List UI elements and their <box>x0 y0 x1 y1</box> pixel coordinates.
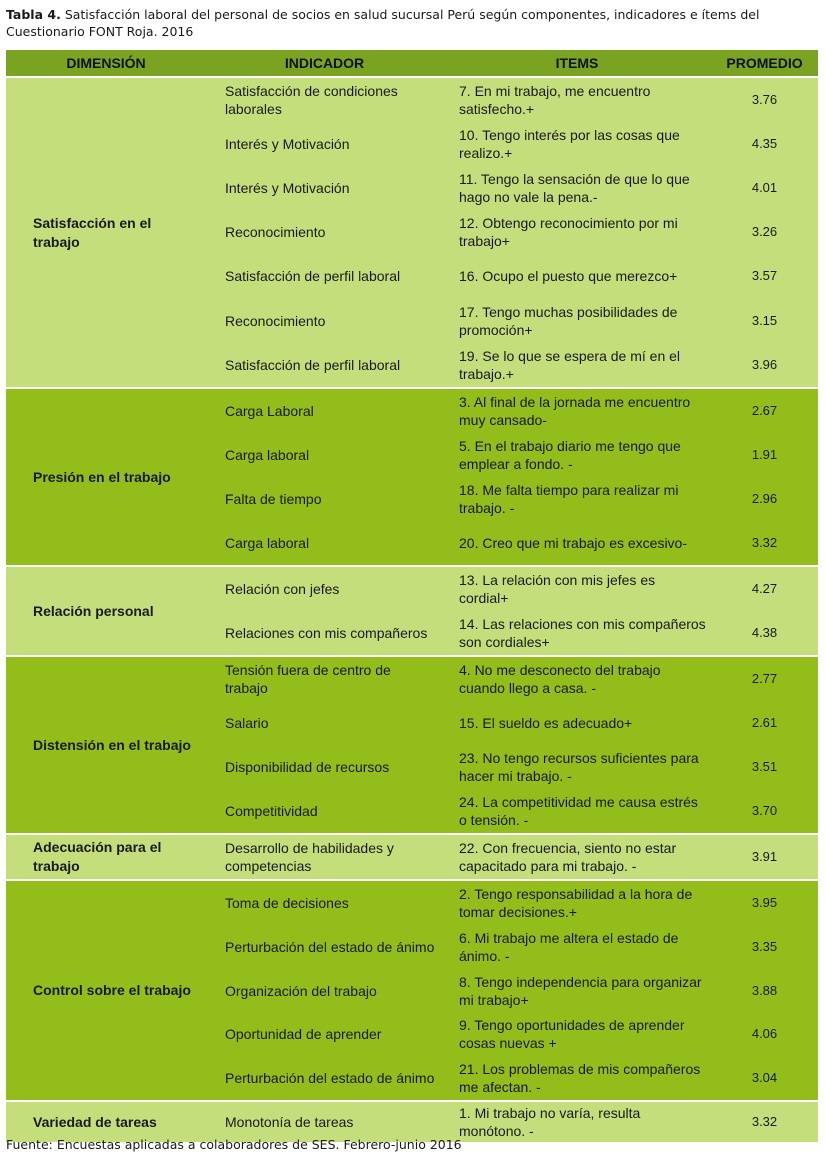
indicador-cell: Interés y Motivación <box>225 136 350 152</box>
promedio-cell: 4.38 <box>751 625 778 640</box>
table-row <box>206 789 818 833</box>
table-row <box>206 521 818 565</box>
item-cell: 5. En el trabajo diario me tengo que emplear a fondo. - <box>459 438 681 472</box>
item-cell: 16. Ocupo el puesto que merezco+ <box>459 268 678 284</box>
indicador-cell: Carga laboral <box>225 447 310 463</box>
table-row <box>206 881 818 925</box>
indicador-cell: Carga Laboral <box>225 403 314 419</box>
indicador-cell: Perturbación del estado de ánimo <box>225 939 435 955</box>
dimension-cell: Control sobre el trabajo <box>33 982 191 998</box>
indicador-cell: Reconocimiento <box>225 312 326 329</box>
table-row <box>206 567 818 611</box>
promedio-cell: 3.35 <box>751 939 778 954</box>
indicador-cell: Interés y Motivación <box>225 180 350 196</box>
dimension-cell: Distensión en el trabajo <box>33 736 191 753</box>
promedio-cell: 2.96 <box>751 491 778 506</box>
footer-text: Encuestas aplicadas a colaboradores de SES. Febrero-junio 2016 <box>56 1137 462 1152</box>
item-cell: 22. Con frecuencia, siento no estar capacitado para mi trabajo. - <box>459 840 677 874</box>
promedio-cell: 4.06 <box>751 1026 778 1041</box>
promedio-cell: 3.88 <box>751 983 778 998</box>
dimension-group <box>6 78 818 389</box>
indicador-cell: Relaciones con mis compañeros <box>225 625 428 641</box>
dimension-cell: Variedad de tareas <box>33 1113 157 1130</box>
table-row <box>206 611 818 655</box>
table-footer <box>6 1137 462 1152</box>
indicador-cell: Carga laboral <box>225 535 310 551</box>
promedio-cell: 3.15 <box>751 312 778 328</box>
item-cell: 10. Tengo interés por las cosas que realizo.+ <box>459 127 680 161</box>
item-cell: 1. Mi trabajo no varía, resulta monótono. - <box>459 1105 641 1139</box>
indicador-cell: Satisfacción de condiciones laborales <box>225 83 398 117</box>
promedio-cell: 2.67 <box>751 403 778 418</box>
item-cell: 13. La relación con mis jefes es cordial+ <box>459 572 656 606</box>
item-cell: 12. Obtengo reconocimiento por mi trabajo+ <box>459 215 678 249</box>
header-promedio: PROMEDIO <box>726 55 803 71</box>
footer-label: Fuente: <box>6 1137 53 1152</box>
indicador-cell: Oportunidad de aprender <box>225 1026 382 1042</box>
indicador-cell: Desarrollo de habilidades y competencias <box>225 840 394 874</box>
table-row <box>206 1055 818 1100</box>
caption-label: Tabla 4. <box>6 7 61 22</box>
table-header <box>6 50 818 78</box>
table-body <box>6 78 818 1144</box>
indicador-cell: Satisfacción de perfil laboral <box>225 357 401 373</box>
item-cell: 21. Los problemas de mis compañeros me afectan. - <box>459 1060 701 1095</box>
promedio-cell: 1.91 <box>751 447 778 462</box>
item-cell: 15. El sueldo es adecuado+ <box>459 715 633 731</box>
table-row <box>206 969 818 1013</box>
satisfaction-table <box>6 50 818 1144</box>
dimension-cell: Presión en el trabajo <box>33 468 171 485</box>
promedio-cell: 3.51 <box>751 759 778 774</box>
promedio-cell: 3.76 <box>751 92 778 107</box>
header-indicador: INDICADOR <box>284 55 365 71</box>
promedio-cell: 4.35 <box>751 136 778 151</box>
table-row <box>206 389 818 433</box>
table-row <box>206 1102 818 1142</box>
item-cell: 6. Mi trabajo me altera el estado de ánimo. - <box>459 930 679 964</box>
indicador-cell: Tensión fuera de centro de trabajo <box>225 662 391 696</box>
promedio-cell: 4.01 <box>751 180 778 195</box>
item-cell: 9. Tengo oportunidades de aprender cosas nuevas + <box>459 1017 685 1051</box>
promedio-cell: 3.70 <box>751 803 778 818</box>
indicador-cell: Perturbación del estado de ánimo <box>225 1069 435 1086</box>
promedio-cell: 3.32 <box>751 1114 778 1129</box>
item-cell: 2. Tengo responsabilidad a la hora de tomar decisiones.+ <box>459 886 693 920</box>
indicador-cell: Salario <box>225 715 269 731</box>
item-cell: 8. Tengo independencia para organizar mi trabajo+ <box>459 974 702 1008</box>
item-cell: 3. Al final de la jornada me encuentro muy cansado- <box>459 394 691 428</box>
promedio-cell: 2.61 <box>751 715 778 730</box>
promedio-cell: 3.57 <box>751 268 778 283</box>
indicador-cell: Organización del trabajo <box>225 983 377 999</box>
indicador-cell: Falta de tiempo <box>225 491 322 507</box>
dimension-group <box>6 567 818 657</box>
indicador-cell: Monotonía de tareas <box>225 1114 354 1130</box>
indicador-cell: Relación con jefes <box>225 581 340 597</box>
dimension-group <box>6 389 818 567</box>
item-cell: 14. Las relaciones con mis compañeros son cordiales+ <box>459 616 706 650</box>
table-row <box>206 925 818 969</box>
indicador-cell: Toma de decisiones <box>225 895 349 911</box>
table-row <box>206 433 818 477</box>
table-row <box>206 122 818 166</box>
item-cell: 23. No tengo recursos suficientes para hacer mi trabajo. - <box>459 750 699 784</box>
item-cell: 11. Tengo la sensación de que lo que hago no vale la pena.- <box>459 171 690 205</box>
table-row <box>206 78 818 122</box>
table-caption <box>6 6 818 40</box>
item-cell: 18. Me falta tiempo para realizar mi trabajo. - <box>459 482 679 516</box>
table-row <box>206 1013 818 1055</box>
caption-text: Satisfacción laboral del personal de socios en salud sucursal Perú según componentes, indicadores e ítems del Cuestionario FONT Roja. 2016 <box>6 7 760 39</box>
indicador-cell: Competitividad <box>225 803 318 819</box>
dimension-group <box>6 657 818 835</box>
table-row <box>206 254 818 298</box>
dimension-group <box>6 881 818 1102</box>
indicador-cell: Reconocimiento <box>225 224 326 240</box>
table-row <box>206 835 818 879</box>
table-row <box>206 477 818 521</box>
table-row <box>206 745 818 789</box>
table-row <box>206 701 818 745</box>
item-cell: 24. La competitividad me causa estrés o tensión. - <box>459 794 698 828</box>
dimension-cell: Satisfacción en el trabajo <box>33 214 152 250</box>
table-row <box>206 343 818 387</box>
table-row <box>206 210 818 254</box>
promedio-cell: 3.04 <box>751 1069 778 1085</box>
promedio-cell: 4.27 <box>751 581 778 596</box>
item-cell: 19. Se lo que se espera de mí en el trabajo.+ <box>459 348 681 382</box>
promedio-cell: 2.77 <box>751 671 778 686</box>
item-cell: 20. Creo que mi trabajo es excesivo- <box>459 535 687 551</box>
indicador-cell: Disponibilidad de recursos <box>225 759 390 775</box>
promedio-cell: 3.91 <box>751 849 778 864</box>
dimension-cell: Adecuación para el trabajo <box>33 839 162 874</box>
header-items: ITEMS <box>555 55 599 71</box>
dimension-cell: Relación personal <box>33 602 154 619</box>
indicador-cell: Satisfacción de perfil laboral <box>225 268 401 284</box>
promedio-cell: 3.95 <box>751 895 778 910</box>
table-row <box>206 298 818 343</box>
header-dimension: DIMENSIÓN <box>66 55 146 71</box>
table-row <box>206 166 818 210</box>
promedio-cell: 3.96 <box>751 357 778 372</box>
promedio-cell: 3.26 <box>751 224 778 239</box>
item-cell: 7. En mi trabajo, me encuentro satisfecho.+ <box>459 83 651 117</box>
table-row <box>206 657 818 701</box>
item-cell: 17. Tengo muchas posibilidades de promoción+ <box>459 303 678 338</box>
promedio-cell: 3.32 <box>751 535 778 550</box>
item-cell: 4. No me desconecto del trabajo cuando llego a casa. - <box>459 662 661 696</box>
dimension-group <box>6 835 818 881</box>
